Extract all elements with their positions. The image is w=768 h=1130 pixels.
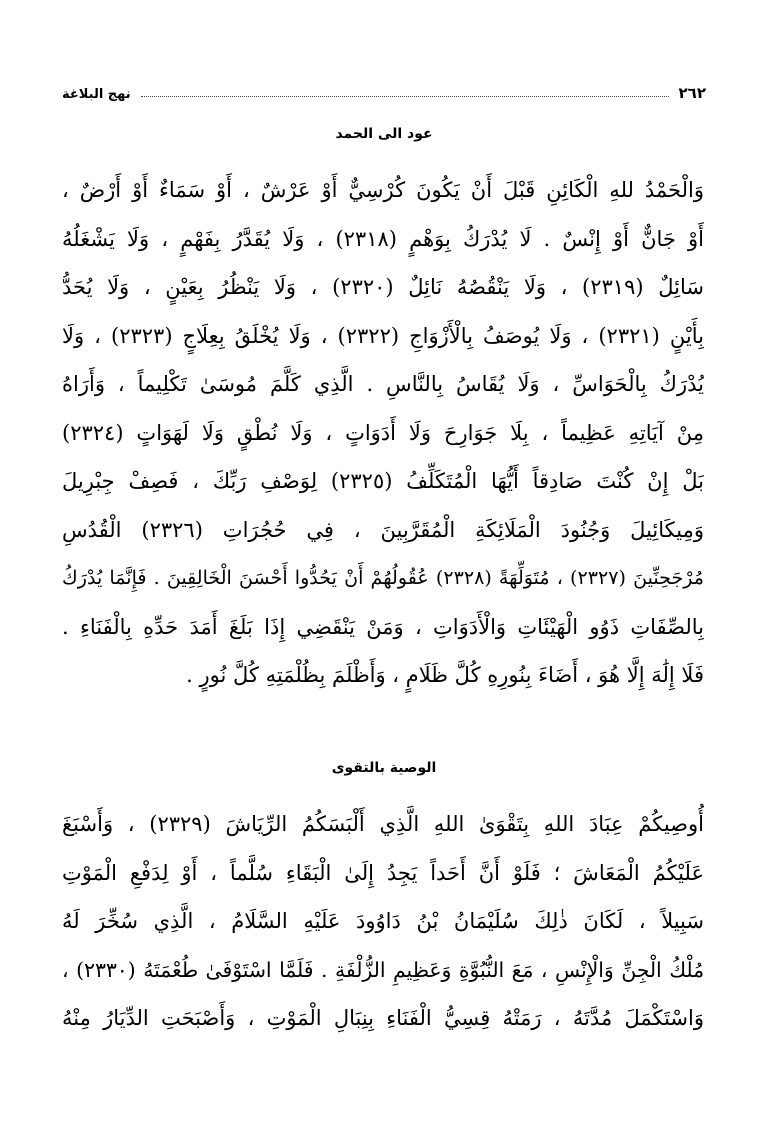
text-line: فَلَا إِلَٰهَ إِلَّا هُوَ ، أَضَاءَ بِنُورِهِ كُلَّ ظَلَامٍ ، وَأَظْلَمَ بِظُلْمَتِهِ كُلَّ نُورٍ . bbox=[186, 663, 704, 687]
text-line: بِالصِّفَاتِ ذَوُو الْهَيْئَاتِ وَالْأَدَوَاتِ ، وَمَنْ يَنْقَضِي إِذَا بَلَغَ أَمَدَ حَدِّهِ بِالْفَنَاءِ . bbox=[62, 614, 704, 639]
text-line: أَوْ جَانٌّ أَوْ إِنْسٌ . لَا يُدْرَكُ بِوَهْمٍ (٢٣١٨) ، وَلَا يُقَدَّرُ بِفَهْمٍ ، وَلَا يَشْغَلُهُ bbox=[62, 226, 704, 251]
paragraph bbox=[62, 800, 704, 1043]
running-header bbox=[62, 78, 706, 102]
text-line: وَالْحَمْدُ للهِ الْكَائِنِ قَبْلَ أَنْ يَكُونَ كُرْسِيٌّ أَوْ عَرْشٌ ، أَوْ سَمَاءٌ أَوْ أَرْضٌ ، bbox=[62, 178, 704, 202]
text-line: سَبِيلاً ، لَكَانَ ذٰلِكَ سُلَيْمَانُ بْنُ دَاوُودَ عَلَيْهِ السَّلَامُ ، الَّذِي سُخِّرَ لَهُ bbox=[62, 909, 704, 933]
text-line: بِأَيْنٍ (٢٣٢١) ، وَلَا يُوصَفُ بِالْأَزْوَاجِ (٢٣٢٢) ، وَلَا يُخْلَقُ بِعِلَاجٍ (٢٣٢٣) ، وَلَا bbox=[62, 323, 704, 348]
text-line: أُوصِيكُمْ عِبَادَ اللهِ بِتَقْوَىٰ اللهِ الَّذِي أَلْبَسَكُمُ الرِّيَاشَ (٢٣٢٩) ، وَأَسْبَغَ bbox=[62, 812, 704, 836]
text-line: مِنْ آيَاتِهِ عَظِيماً ، بِلَا جَوَارِحَ وَلَا أَدَوَاتٍ ، وَلَا نُطْقٍ وَلَا لَهَوَاتٍ (٢٣٢٤) bbox=[62, 420, 704, 445]
text-line: مُلْكُ الْجِنِّ وَالْإِنْسِ ، مَعَ النُّبُوَّةِ وَعَظِيمِ الزُّلْفَةِ . فَلَمَّا اسْتَوْفَىٰ طُعْمَتَهُ (٢٣٣٠) ، bbox=[62, 957, 704, 982]
text-line: سَائِلٌ (٢٣١٩) ، وَلَا يَنْقُصُهُ نَائِلٌ (٢٣٢٠) ، وَلَا يَنْظُرُ بِعَيْنٍ ، وَلَا يُحَدُّ bbox=[62, 275, 704, 299]
text-line: بَلْ إِنْ كُنْتَ صَادِقاً أَيُّهَا الْمُتَكَلِّفُ (٢٣٢٥) لِوَصْفِ رَبِّكَ ، فَصِفْ جِبْرِيلَ bbox=[62, 469, 704, 493]
section-heading: عود الى الحمد bbox=[335, 126, 433, 142]
page-number: ٢٦٢ bbox=[678, 84, 706, 102]
text-line: وَمِيكَائِيلَ وَجُنُودَ الْمَلَائِكَةِ الْمُقَرَّبِينَ ، فِي حُجُرَاتِ (٢٣٢٦) الْقُدُسِ bbox=[62, 517, 704, 542]
paragraph bbox=[62, 166, 704, 700]
text-line: مُرْجَحِنِّينَ (٢٣٢٧) ، مُتَوَلِّهَةً (٢٣٢٨) عُقُولُهُمْ أَنْ يَحُدُّوا أَحْسَنَ الْخَالِقِينَ . فَإِنَّمَا يُدْرَكُ bbox=[62, 566, 704, 589]
book-title: نهج البلاغة bbox=[62, 87, 131, 102]
text-line: وَاسْتَكْمَلَ مُدَّتَهُ ، رَمَتْهُ قِسِيُّ الْفَنَاءِ بِنِبَالِ الْمَوْتِ ، وَأَصْبَحَتِ الدِّيَارُ مِنْهُ bbox=[62, 1006, 704, 1030]
header-dotted-leader bbox=[141, 96, 669, 97]
section-heading: الوصية بالتقوى bbox=[331, 760, 437, 776]
text-line: عَلَيْكُمُ الْمَعَاشَ ؛ فَلَوْ أَنَّ أَحَداً يَجِدُ إِلَىٰ الْبَقَاءِ سُلَّماً ، أَوْ لِدَفْعِ الْمَوْتِ bbox=[62, 860, 704, 885]
text-line: يُدْرَكُ بِالْحَوَاسِّ ، وَلَا يُقَاسُ بِالنَّاسِ . الَّذِي كَلَّمَ مُوسَىٰ تَكْلِيماً ، وَأَرَاهُ bbox=[62, 372, 704, 396]
